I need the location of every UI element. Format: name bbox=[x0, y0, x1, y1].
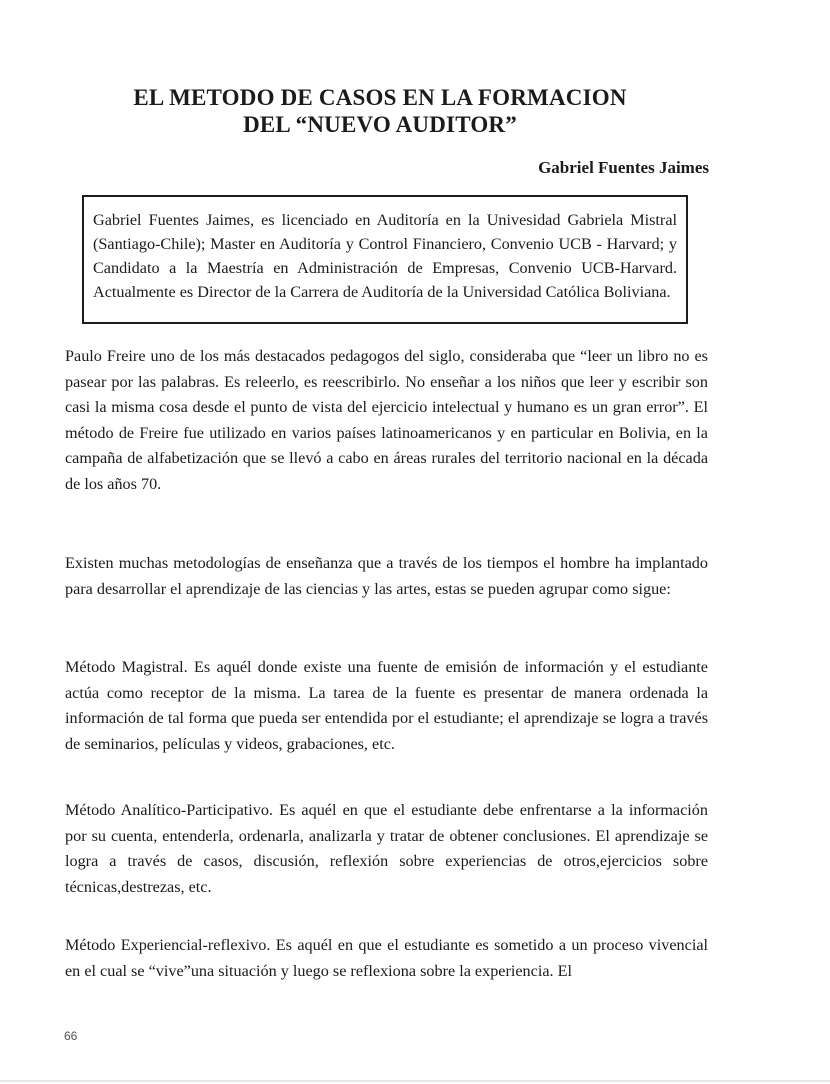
author-bio-text: Gabriel Fuentes Jaimes, es licenciado en Auditoría en la Univesidad Gabriela Mistral (Santiago-Chile); Master en Auditoría y Control Financiero, Convenio UCB - Harvard; y Candidato a la Maestría en Administración de Empresas, Convenio UCB-Harvard. Actualmente es Director de la Carrera de Auditoría de la Universidad Católica Boliviana. bbox=[93, 211, 677, 301]
body-paragraph: Método Experiencial-reflexivo. Es aquél en que el estudiante es sometido a un proceso vivencial en el cual se “vive”una situación y luego se reflexiona sobre la experiencia. El bbox=[65, 936, 708, 980]
page-edge-divider bbox=[0, 1080, 830, 1082]
title-line-2: DEL “NUEVO AUDITOR” bbox=[243, 112, 517, 137]
author-name: Gabriel Fuentes Jaimes bbox=[538, 158, 709, 177]
article-title bbox=[120, 84, 640, 138]
body-paragraph: Método Magistral. Es aquél donde existe una fuente de emisión de información y el estudiante actúa como receptor de la misma. La tarea de la fuente es presentar de manera ordenada la información de tal forma que pueda ser entendida por el estudiante; el aprendizaje se logra a través de seminarios, películas y videos, grabaciones, etc. bbox=[65, 658, 708, 753]
body-paragraph: Método Analítico-Participativo. Es aquél en que el estudiante debe enfrentarse a la información por su cuenta, entenderla, ordenarla, analizarla y tratar de obtener conclusiones. El aprendizaje se logra a través de casos, discusión, reflexión sobre experiencias de otros,ejercicios sobre técnicas,destrezas, etc. bbox=[65, 801, 708, 896]
title-line-1: EL METODO DE CASOS EN LA FORMACION bbox=[133, 85, 627, 110]
body-paragraph: Paulo Freire uno de los más destacados pedagogos del siglo, consideraba que “leer un libro no es pasear por las palabras. Es releerlo, es reescribirlo. No enseñar a los niños que leer y escribir son casi la misma cosa desde el punto de vista del ejercicio intelectual y humano es un gran error”. El método de Freire fue utilizado en varios países latinoamericanos y en particular en Bolivia, en la campaña de alfabetización que se llevó a cabo en áreas rurales del territorio nacional en la década de los años 70. bbox=[65, 347, 708, 493]
author-bio-box bbox=[82, 195, 688, 324]
page-number: 66 bbox=[64, 1029, 78, 1043]
body-paragraph: Existen muchas metodologías de enseñanza que a través de los tiempos el hombre ha implantado para desarrollar el aprendizaje de las ciencias y las artes, estas se pueden agrupar como sigue: bbox=[65, 554, 708, 598]
